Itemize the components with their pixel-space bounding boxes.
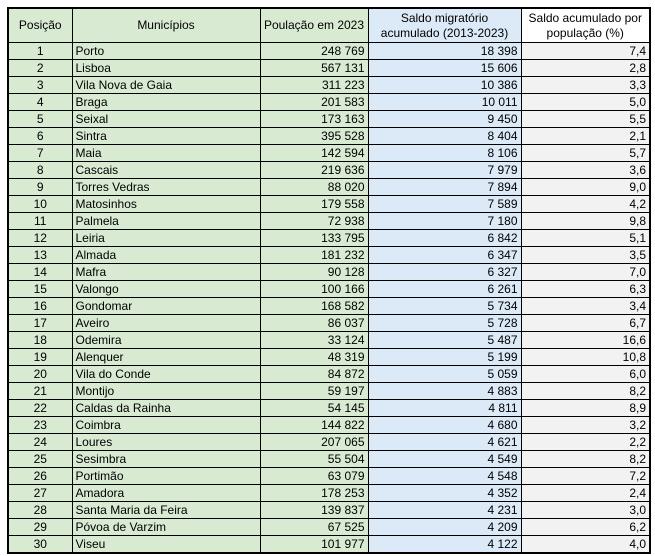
cell-balance-percent[interactable]: 8,2	[521, 383, 650, 400]
cell-municipality[interactable]: Odemira	[72, 332, 260, 349]
cell-population[interactable]: 101 977	[260, 536, 368, 554]
cell-position[interactable]: 17	[8, 315, 72, 332]
cell-balance-percent[interactable]: 9,8	[521, 213, 650, 230]
cell-migratory-balance[interactable]: 4 352	[368, 485, 521, 502]
cell-municipality[interactable]: Viseu	[72, 536, 260, 554]
column-header-migratory-balance[interactable]: Saldo migratório acumulado (2013-2023)	[368, 8, 521, 43]
cell-position[interactable]: 20	[8, 366, 72, 383]
cell-position[interactable]: 18	[8, 332, 72, 349]
cell-population[interactable]: 72 938	[260, 213, 368, 230]
table-row	[8, 179, 650, 196]
cell-municipality[interactable]: Amadora	[72, 485, 260, 502]
table-row	[8, 264, 650, 281]
cell-position[interactable]: 2	[8, 60, 72, 77]
cell-municipality[interactable]: Sesimbra	[72, 451, 260, 468]
cell-position[interactable]: 12	[8, 230, 72, 247]
cell-balance-percent[interactable]: 2,8	[521, 60, 650, 77]
cell-balance-percent[interactable]: 3,5	[521, 247, 650, 264]
cell-balance-percent[interactable]: 3,0	[521, 502, 650, 519]
cell-migratory-balance[interactable]: 5 059	[368, 366, 521, 383]
cell-municipality[interactable]: Palmela	[72, 213, 260, 230]
cell-balance-percent[interactable]: 2,4	[521, 485, 650, 502]
table-row	[8, 247, 650, 264]
cell-municipality[interactable]: Lisboa	[72, 60, 260, 77]
table-row	[8, 43, 650, 60]
cell-population[interactable]: 179 558	[260, 196, 368, 213]
table-row	[8, 502, 650, 519]
cell-balance-percent[interactable]: 5,5	[521, 111, 650, 128]
cell-migratory-balance[interactable]: 7 180	[368, 213, 521, 230]
cell-municipality[interactable]: Maia	[72, 145, 260, 162]
cell-municipality[interactable]: Valongo	[72, 281, 260, 298]
cell-population[interactable]: 84 872	[260, 366, 368, 383]
table-row	[8, 332, 650, 349]
table-row	[8, 213, 650, 230]
cell-municipality[interactable]: Vila do Conde	[72, 366, 260, 383]
cell-balance-percent[interactable]: 4,2	[521, 196, 650, 213]
cell-position[interactable]: 27	[8, 485, 72, 502]
header-row	[8, 8, 650, 43]
cell-municipality[interactable]: Braga	[72, 94, 260, 111]
table-row	[8, 281, 650, 298]
column-header-municipality[interactable]: Municípios	[72, 8, 260, 43]
cell-migratory-balance[interactable]: 6 347	[368, 247, 521, 264]
cell-municipality[interactable]: Seixal	[72, 111, 260, 128]
cell-migratory-balance[interactable]: 10 386	[368, 77, 521, 94]
cell-migratory-balance[interactable]: 18 398	[368, 43, 521, 60]
cell-position[interactable]: 21	[8, 383, 72, 400]
cell-migratory-balance[interactable]: 7 979	[368, 162, 521, 179]
table-row	[8, 230, 650, 247]
cell-balance-percent[interactable]: 2,2	[521, 434, 650, 451]
cell-migratory-balance[interactable]: 6 327	[368, 264, 521, 281]
cell-balance-percent[interactable]: 5,1	[521, 230, 650, 247]
cell-population[interactable]: 181 232	[260, 247, 368, 264]
table-row	[8, 349, 650, 366]
cell-municipality[interactable]: Coimbra	[72, 417, 260, 434]
cell-balance-percent[interactable]: 3,3	[521, 77, 650, 94]
cell-migratory-balance[interactable]: 4 621	[368, 434, 521, 451]
column-header-position[interactable]: Posição	[8, 8, 72, 43]
cell-balance-percent[interactable]: 6,7	[521, 315, 650, 332]
cell-population[interactable]: 395 528	[260, 128, 368, 145]
cell-municipality[interactable]: Santa Maria da Feira	[72, 502, 260, 519]
cell-municipality[interactable]: Vila Nova de Gaia	[72, 77, 260, 94]
cell-position[interactable]: 3	[8, 77, 72, 94]
cell-position[interactable]: 1	[8, 43, 72, 60]
cell-population[interactable]: 567 131	[260, 60, 368, 77]
cell-migratory-balance[interactable]: 8 106	[368, 145, 521, 162]
cell-population[interactable]: 201 583	[260, 94, 368, 111]
cell-balance-percent[interactable]: 5,7	[521, 145, 650, 162]
cell-migratory-balance[interactable]: 15 606	[368, 60, 521, 77]
cell-position[interactable]: 26	[8, 468, 72, 485]
cell-population[interactable]: 48 319	[260, 349, 368, 366]
cell-migratory-balance[interactable]: 8 404	[368, 128, 521, 145]
cell-migratory-balance[interactable]: 4 231	[368, 502, 521, 519]
cell-municipality[interactable]: Portimão	[72, 468, 260, 485]
cell-population[interactable]: 219 636	[260, 162, 368, 179]
cell-balance-percent[interactable]: 7,4	[521, 43, 650, 60]
cell-position[interactable]: 22	[8, 400, 72, 417]
cell-position[interactable]: 6	[8, 128, 72, 145]
cell-position[interactable]: 15	[8, 281, 72, 298]
cell-municipality[interactable]: Montijo	[72, 383, 260, 400]
cell-migratory-balance[interactable]: 4 680	[368, 417, 521, 434]
cell-migratory-balance[interactable]: 7 589	[368, 196, 521, 213]
cell-population[interactable]: 67 525	[260, 519, 368, 536]
cell-position[interactable]: 25	[8, 451, 72, 468]
cell-migratory-balance[interactable]: 4 883	[368, 383, 521, 400]
cell-balance-percent[interactable]: 3,6	[521, 162, 650, 179]
column-header-population-2023[interactable]: Poulação em 2023	[260, 8, 368, 43]
cell-balance-percent[interactable]: 4,0	[521, 536, 650, 554]
table-row	[8, 315, 650, 332]
cell-balance-percent[interactable]: 8,9	[521, 400, 650, 417]
cell-migratory-balance[interactable]: 5 199	[368, 349, 521, 366]
table-row	[8, 536, 650, 554]
cell-migratory-balance[interactable]: 6 261	[368, 281, 521, 298]
cell-population[interactable]: 100 166	[260, 281, 368, 298]
cell-balance-percent[interactable]: 16,6	[521, 332, 650, 349]
cell-population[interactable]: 144 822	[260, 417, 368, 434]
cell-population[interactable]: 311 223	[260, 77, 368, 94]
cell-balance-percent[interactable]: 5,0	[521, 94, 650, 111]
cell-position[interactable]: 19	[8, 349, 72, 366]
cell-balance-percent[interactable]: 6,2	[521, 519, 650, 536]
cell-municipality[interactable]: Leiria	[72, 230, 260, 247]
cell-position[interactable]: 5	[8, 111, 72, 128]
cell-position[interactable]: 7	[8, 145, 72, 162]
table-row	[8, 298, 650, 315]
cell-municipality[interactable]: Alenquer	[72, 349, 260, 366]
cell-population[interactable]: 173 163	[260, 111, 368, 128]
cell-position[interactable]: 24	[8, 434, 72, 451]
table-row	[8, 485, 650, 502]
cell-balance-percent[interactable]: 10,8	[521, 349, 650, 366]
cell-position[interactable]: 13	[8, 247, 72, 264]
cell-population[interactable]: 178 253	[260, 485, 368, 502]
table-row	[8, 366, 650, 383]
cell-municipality[interactable]: Loures	[72, 434, 260, 451]
municipalities-table	[7, 7, 651, 554]
cell-position[interactable]: 16	[8, 298, 72, 315]
cell-migratory-balance[interactable]: 4 122	[368, 536, 521, 554]
cell-municipality[interactable]: Torres Vedras	[72, 179, 260, 196]
cell-municipality[interactable]: Póvoa de Varzim	[72, 519, 260, 536]
cell-balance-percent[interactable]: 3,4	[521, 298, 650, 315]
cell-balance-percent[interactable]: 6,0	[521, 366, 650, 383]
table-row	[8, 451, 650, 468]
cell-population[interactable]: 139 837	[260, 502, 368, 519]
cell-population[interactable]: 168 582	[260, 298, 368, 315]
table-row	[8, 383, 650, 400]
cell-position[interactable]: 8	[8, 162, 72, 179]
cell-migratory-balance[interactable]: 4 548	[368, 468, 521, 485]
table-row	[8, 417, 650, 434]
table-row	[8, 145, 650, 162]
cell-balance-percent[interactable]: 8,2	[521, 451, 650, 468]
cell-population[interactable]: 133 795	[260, 230, 368, 247]
table-row	[8, 77, 650, 94]
table-body	[8, 43, 650, 554]
cell-population[interactable]: 86 037	[260, 315, 368, 332]
cell-population[interactable]: 63 079	[260, 468, 368, 485]
table-row	[8, 434, 650, 451]
cell-population[interactable]: 142 594	[260, 145, 368, 162]
cell-municipality[interactable]: Mafra	[72, 264, 260, 281]
cell-municipality[interactable]: Caldas da Rainha	[72, 400, 260, 417]
table-row	[8, 94, 650, 111]
cell-position[interactable]: 29	[8, 519, 72, 536]
table-header	[8, 8, 650, 43]
table-row	[8, 196, 650, 213]
cell-population[interactable]: 90 128	[260, 264, 368, 281]
cell-balance-percent[interactable]: 7,0	[521, 264, 650, 281]
cell-balance-percent[interactable]: 3,2	[521, 417, 650, 434]
cell-position[interactable]: 11	[8, 213, 72, 230]
cell-migratory-balance[interactable]: 4 549	[368, 451, 521, 468]
cell-municipality[interactable]: Aveiro	[72, 315, 260, 332]
cell-migratory-balance[interactable]: 5 487	[368, 332, 521, 349]
cell-migratory-balance[interactable]: 6 842	[368, 230, 521, 247]
cell-municipality[interactable]: Cascais	[72, 162, 260, 179]
cell-position[interactable]: 30	[8, 536, 72, 554]
cell-migratory-balance[interactable]: 5 734	[368, 298, 521, 315]
cell-population[interactable]: 207 065	[260, 434, 368, 451]
cell-municipality[interactable]: Matosinhos	[72, 196, 260, 213]
cell-position[interactable]: 10	[8, 196, 72, 213]
cell-balance-percent[interactable]: 2,1	[521, 128, 650, 145]
cell-population[interactable]: 88 020	[260, 179, 368, 196]
cell-municipality[interactable]: Almada	[72, 247, 260, 264]
cell-balance-percent[interactable]: 7,2	[521, 468, 650, 485]
cell-migratory-balance[interactable]: 7 894	[368, 179, 521, 196]
cell-population[interactable]: 55 504	[260, 451, 368, 468]
cell-position[interactable]: 14	[8, 264, 72, 281]
cell-position[interactable]: 28	[8, 502, 72, 519]
table-row	[8, 128, 650, 145]
cell-municipality[interactable]: Sintra	[72, 128, 260, 145]
cell-migratory-balance[interactable]: 5 728	[368, 315, 521, 332]
table-row	[8, 519, 650, 536]
cell-position[interactable]: 4	[8, 94, 72, 111]
cell-population[interactable]: 248 769	[260, 43, 368, 60]
cell-position[interactable]: 9	[8, 179, 72, 196]
cell-migratory-balance[interactable]: 4 811	[368, 400, 521, 417]
table-row	[8, 162, 650, 179]
cell-migratory-balance[interactable]: 10 011	[368, 94, 521, 111]
cell-municipality[interactable]: Porto	[72, 43, 260, 60]
table-row	[8, 111, 650, 128]
cell-balance-percent[interactable]: 6,3	[521, 281, 650, 298]
table-row	[8, 468, 650, 485]
cell-population[interactable]: 59 197	[260, 383, 368, 400]
table-row	[8, 400, 650, 417]
cell-position[interactable]: 23	[8, 417, 72, 434]
cell-balance-percent[interactable]: 9,0	[521, 179, 650, 196]
cell-migratory-balance[interactable]: 9 450	[368, 111, 521, 128]
cell-migratory-balance[interactable]: 4 209	[368, 519, 521, 536]
cell-population[interactable]: 33 124	[260, 332, 368, 349]
cell-population[interactable]: 54 145	[260, 400, 368, 417]
cell-municipality[interactable]: Gondomar	[72, 298, 260, 315]
column-header-balance-percent[interactable]: Saldo acumulado por população (%)	[521, 8, 650, 43]
table-row	[8, 60, 650, 77]
